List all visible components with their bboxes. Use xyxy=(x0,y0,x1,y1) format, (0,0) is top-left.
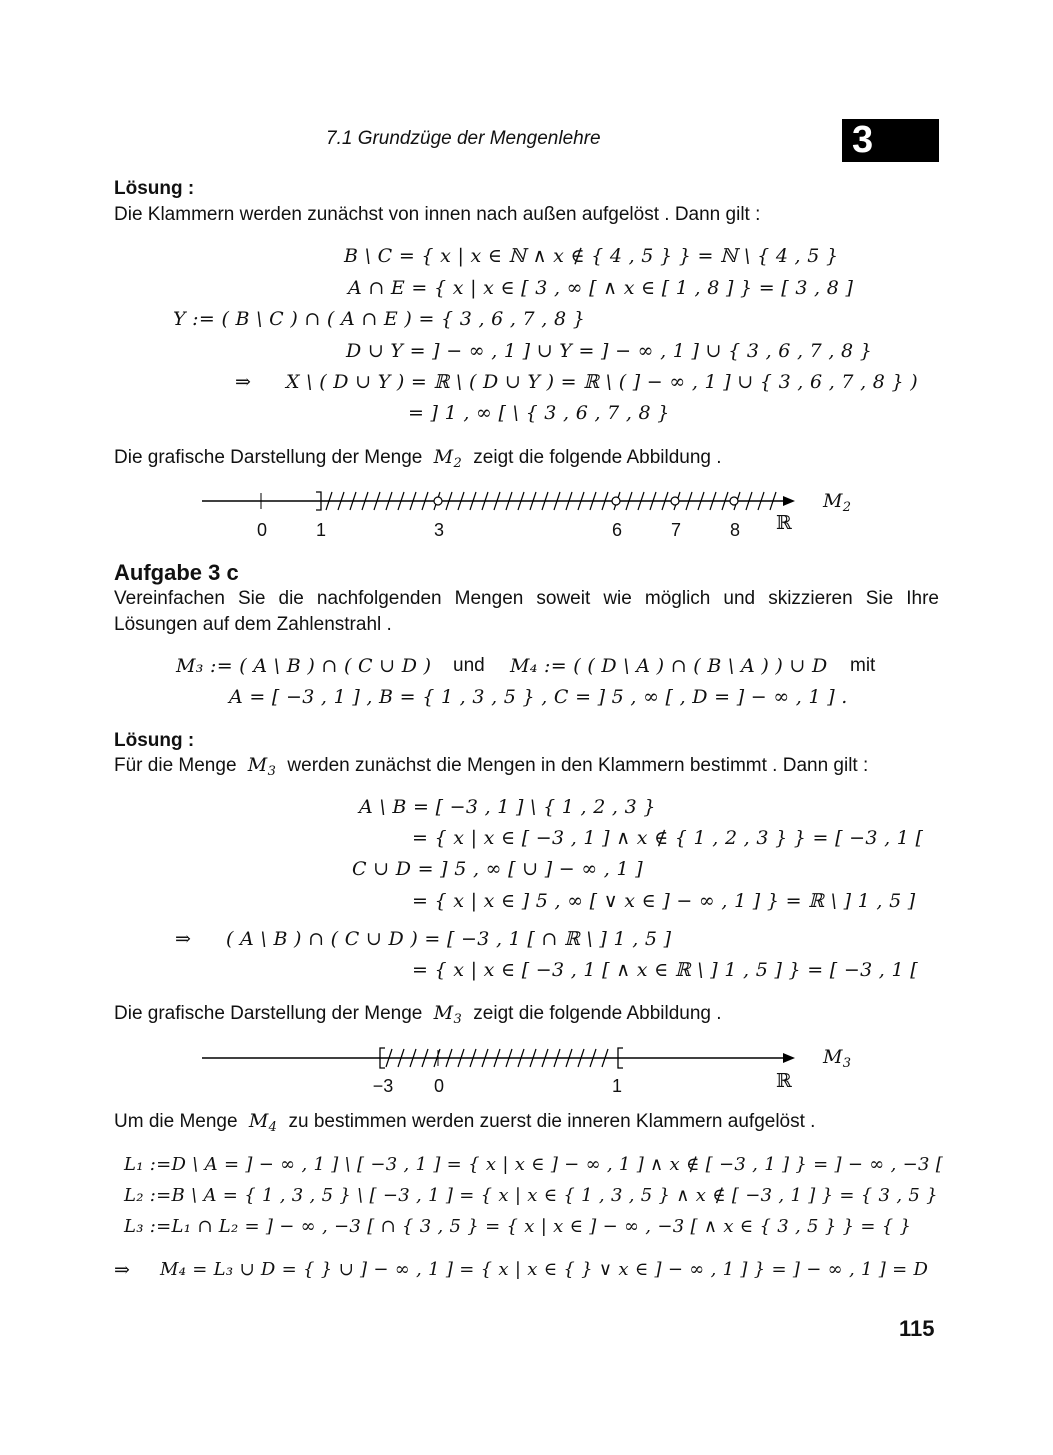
page-number: 115 xyxy=(899,1316,935,1341)
solution-label: Lösung : xyxy=(114,178,195,199)
set-label: $M_3$ xyxy=(823,1046,852,1071)
number-line-m3 xyxy=(0,1038,1053,1088)
set-label: $M_2$ xyxy=(823,490,852,515)
equation-final: M₄ = L₃ ∪ D = { } ∪ ] − ∞ , 1 ] = { x | x ∈ { } ∨ x ∈ ] − ∞ , 1 ] } = ] − ∞ , 1 ] = D xyxy=(160,1259,929,1280)
equation: X \ ( D ∪ Y ) = ℝ \ ( D ∪ Y ) = ℝ \ ( ] − ∞ , 1 ] ∪ { 3 , 6 , 7 , 8 } ) xyxy=(286,371,918,393)
task-text: Vereinfachen Sie die nachfolgenden Mengen soweit wie möglich und skizzieren Sie Ihre Lösungen auf dem Zahlenstrahl . xyxy=(114,588,939,635)
definition-m4: M₄ := ( ( D \ A ) ∩ ( B \ A ) ) ∪ D xyxy=(510,655,828,677)
word-mit: mit xyxy=(850,655,876,676)
tick-label: 6 xyxy=(611,520,623,540)
implies-arrow: ⇒ xyxy=(114,1259,131,1281)
tick-label: 7 xyxy=(670,520,682,540)
implies-arrow: ⇒ xyxy=(235,371,252,393)
axis-arrow xyxy=(783,496,795,506)
word-und: und xyxy=(453,655,485,676)
solution-label: Lösung : xyxy=(114,730,195,751)
number-line-m2 xyxy=(0,480,1053,540)
equation: = { x | x ∈ [ −3 , 1 ] ∧ x ∉ { 1 , 2 , 3 } } = [ −3 , 1 [ xyxy=(412,827,924,849)
hole-6 xyxy=(612,497,620,505)
hole-7 xyxy=(671,497,679,505)
solution-intro: Für die Menge $M_3$ werden zunächst die Mengen in den Klammern bestimmt . Dann gilt : xyxy=(114,754,869,779)
equation: A ∩ E = { x | x ∈ [ 3 , ∞ [ ∧ x ∈ [ 1 , 8 ] } = [ 3 , 8 ] xyxy=(348,277,854,299)
section-intro: Um die Menge $M_4$ zu bestimmen werden zuerst die inneren Klammern aufgelöst . xyxy=(114,1110,816,1135)
axis-label: ℝ xyxy=(776,512,793,534)
tick-label: 1 xyxy=(315,520,327,540)
tick-label: 0 xyxy=(256,520,268,540)
task-title: Aufgabe 3 c xyxy=(114,560,239,585)
tick-label: 3 xyxy=(433,520,445,540)
hole-8 xyxy=(730,497,738,505)
equation: = { x | x ∈ [ −3 , 1 [ ∧ x ∈ ℝ \ ] 1 , 5 ] } = [ −3 , 1 [ xyxy=(412,959,918,981)
equation: B \ C = { x | x ∈ ℕ ∧ x ∉ { 4 , 5 } } = ℕ \ { 4 , 5 } xyxy=(344,245,839,267)
hole-3 xyxy=(434,497,442,505)
axis-arrow xyxy=(783,1053,795,1063)
equation-l3: L₃ :=L₁ ∩ L₂ = ] − ∞ , −3 [ ∩ { 3 , 5 } = { x | x ∈ ] − ∞ , −3 [ ∧ x ∈ { 3 , 5 } } = { } xyxy=(124,1216,912,1237)
tick-label: 8 xyxy=(729,520,741,540)
equation: = { x | x ∈ ] 5 , ∞ [ ∨ x ∈ ] − ∞ , 1 ] } = ℝ \ ] 1 , 5 ] xyxy=(412,890,916,912)
equation: D ∪ Y = ] − ∞ , 1 ] ∪ Y = ] − ∞ , 1 ] ∪ { 3 , 6 , 7 , 8 } xyxy=(346,340,873,362)
equation: ( A \ B ) ∩ ( C ∪ D ) = [ −3 , 1 [ ∩ ℝ \ ] 1 , 5 ] xyxy=(226,928,672,950)
equation: = ] 1 , ∞ [ \ { 3 , 6 , 7 , 8 } xyxy=(408,402,670,424)
axis-label: ℝ xyxy=(776,1070,793,1092)
equation-l1: L₁ :=D \ A = ] − ∞ , 1 ] \ [ −3 , 1 ] = { x | x ∈ ] − ∞ , 1 ] ∧ x ∉ [ −3 , 1 ] } = ] − ∞ , −3 [ xyxy=(124,1154,944,1175)
equation: C ∪ D = ] 5 , ∞ [ ∪ ] − ∞ , 1 ] xyxy=(352,858,643,880)
equation-l2: L₂ :=B \ A = { 1 , 3 , 5 } \ [ −3 , 1 ] = { x | x ∈ { 1 , 3 , 5 } ∧ x ∉ [ −3 , 1 ] } = { 3 , 5 } xyxy=(124,1185,938,1206)
figure-caption: Die grafische Darstellung der Menge $M_3$ zeigt die folgende Abbildung . xyxy=(114,1002,722,1027)
solution-intro: Die Klammern werden zunächst von innen nach außen aufgelöst . Dann gilt : xyxy=(114,204,761,225)
set-definitions: A = [ −3 , 1 ] , B = { 1 , 3 , 5 } , C = ] 5 , ∞ [ , D = ] − ∞ , 1 ] . xyxy=(229,686,848,708)
tick-label: −3 xyxy=(372,1076,394,1096)
figure-caption: Die grafische Darstellung der Menge $M_2$ zeigt die folgende Abbildung . xyxy=(114,446,722,471)
equation: Y := ( B \ C ) ∩ ( A ∩ E ) = { 3 , 6 , 7 , 8 } xyxy=(173,308,586,330)
chapter-number-box: 3 xyxy=(842,119,939,162)
section-header: 7.1 Grundzüge der Mengenlehre xyxy=(326,128,601,149)
equation: A \ B = [ −3 , 1 ] \ { 1 , 2 , 3 } xyxy=(359,796,656,818)
implies-arrow: ⇒ xyxy=(175,928,192,950)
tick-label: 0 xyxy=(433,1076,445,1096)
definition-m3: M₃ := ( A \ B ) ∩ ( C ∪ D ) xyxy=(176,655,432,677)
tick-label: 1 xyxy=(611,1076,623,1096)
